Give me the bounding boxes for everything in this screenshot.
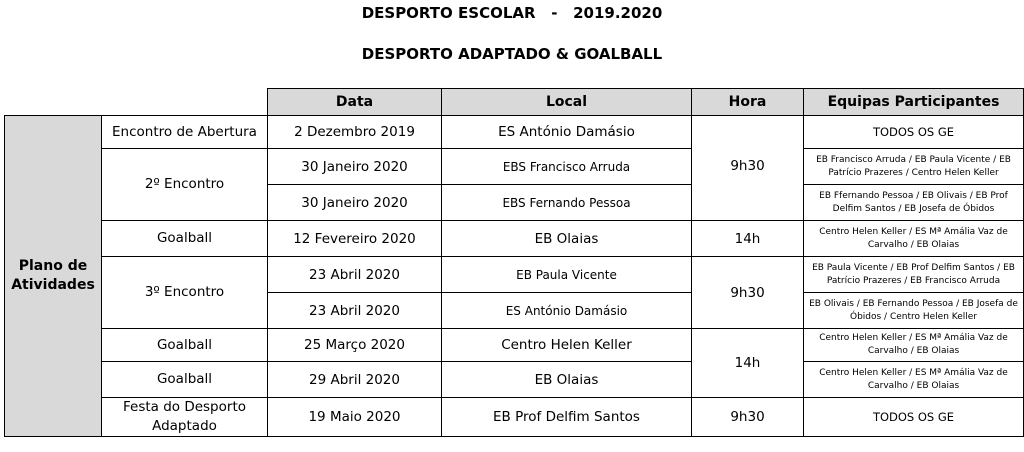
column-header-data: Data — [268, 89, 442, 116]
equipas-cell: EB Olivais / EB Fernando Pessoa / EB Josefa de Óbidos / Centro Helen Keller — [804, 293, 1024, 329]
local-cell: EBS Francisco Arruda — [442, 149, 692, 185]
local-cell: EB Olaias — [442, 362, 692, 398]
table-row — [5, 329, 1024, 362]
local-cell: EB Paula Vicente — [442, 257, 692, 293]
local-cell: ES António Damásio — [442, 293, 692, 329]
date-cell: 23 Abril 2020 — [268, 293, 442, 329]
hora-cell: 14h — [692, 221, 804, 257]
document-subtitle: DESPORTO ADAPTADO & GOALBALL — [361, 45, 663, 63]
hora-cell: 9h30 — [692, 116, 804, 221]
hora-cell: 9h30 — [692, 398, 804, 437]
table-row — [5, 257, 1024, 293]
equipas-cell: EB Francisco Arruda / EB Paula Vicente / EB Patrício Prazeres / Centro Helen Keller — [804, 149, 1024, 185]
date-cell: 30 Janeiro 2020 — [268, 185, 442, 221]
date-cell: 29 Abril 2020 — [268, 362, 442, 398]
date-cell: 19 Maio 2020 — [268, 398, 442, 437]
event-cell: 2º Encontro — [102, 149, 268, 221]
table-header-row — [5, 89, 1024, 116]
event-cell: Goalball — [102, 362, 268, 398]
plano-atividades-label: Plano de Atividades — [5, 116, 102, 437]
activities-table — [4, 88, 1024, 437]
column-header-local: Local — [442, 89, 692, 116]
equipas-cell: TODOS OS GE — [804, 398, 1024, 437]
local-cell: EB Prof Delfim Santos — [442, 398, 692, 437]
equipas-cell: Centro Helen Keller / ES Mª Amália Vaz de Carvalho / EB Olaias — [804, 362, 1024, 398]
hora-cell: 14h — [692, 329, 804, 398]
column-header-equipas: Equipas Participantes — [804, 89, 1024, 116]
table-row — [5, 362, 1024, 398]
local-cell: Centro Helen Keller — [442, 329, 692, 362]
hora-cell: 9h30 — [692, 257, 804, 329]
column-header-hora: Hora — [692, 89, 804, 116]
local-cell: EB Olaias — [442, 221, 692, 257]
event-cell: Festa do Desporto Adaptado — [102, 398, 268, 437]
local-cell: ES António Damásio — [442, 116, 692, 149]
equipas-cell: EB Paula Vicente / EB Prof Delfim Santos / EB Patrício Prazeres / EB Francisco Arruda — [804, 257, 1024, 293]
event-cell: Encontro de Abertura — [102, 116, 268, 149]
date-cell: 2 Dezembro 2019 — [268, 116, 442, 149]
date-cell: 30 Janeiro 2020 — [268, 149, 442, 185]
table-row — [5, 149, 1024, 185]
event-cell: Goalball — [102, 221, 268, 257]
document-title: DESPORTO ESCOLAR - 2019.2020 — [361, 4, 663, 22]
header-blank — [5, 89, 268, 116]
event-cell: 3º Encontro — [102, 257, 268, 329]
table-row — [5, 116, 1024, 149]
equipas-cell: Centro Helen Keller / ES Mª Amália Vaz de Carvalho / EB Olaias — [804, 329, 1024, 362]
local-cell: EBS Fernando Pessoa — [442, 185, 692, 221]
date-cell: 23 Abril 2020 — [268, 257, 442, 293]
equipas-cell: TODOS OS GE — [804, 116, 1024, 149]
equipas-cell: EB Ffernando Pessoa / EB Olivais / EB Prof Delfim Santos / EB Josefa de Óbidos — [804, 185, 1024, 221]
table-row — [5, 398, 1024, 437]
equipas-cell: Centro Helen Keller / ES Mª Amália Vaz de Carvalho / EB Olaias — [804, 221, 1024, 257]
table-row — [5, 221, 1024, 257]
event-cell: Goalball — [102, 329, 268, 362]
date-cell: 12 Fevereiro 2020 — [268, 221, 442, 257]
date-cell: 25 Março 2020 — [268, 329, 442, 362]
